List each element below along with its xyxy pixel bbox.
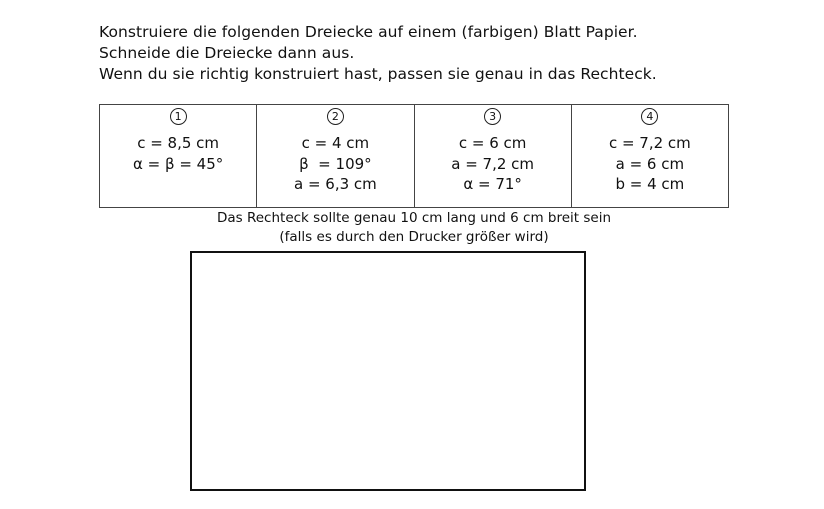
triangle-spec: c = 8,5 cm xyxy=(137,134,220,152)
triangle-cell-4 xyxy=(571,105,728,208)
triangle-cell-1 xyxy=(100,105,257,208)
triangle-spec: c = 4 cm xyxy=(301,134,370,152)
triangle-number-2: 2 xyxy=(327,108,344,125)
instructions xyxy=(99,22,799,85)
triangle-spec: α = 71° xyxy=(463,175,522,193)
triangle-spec: a = 6,3 cm xyxy=(293,175,377,193)
triangle-number-4: 4 xyxy=(641,108,658,125)
triangle-table xyxy=(99,104,729,208)
triangle-spec: a = 7,2 cm xyxy=(451,154,535,173)
triangle-number-3: 3 xyxy=(484,108,501,125)
triangle-spec: α = β = 45° xyxy=(132,154,224,173)
instruction-line: Konstruiere die folgenden Dreiecke auf einem (farbigen) Blatt Papier. xyxy=(99,23,638,41)
triangle-row xyxy=(100,105,729,208)
instruction-line: Wenn du sie richtig konstruiert hast, passen sie genau in das Rechteck. xyxy=(99,65,657,83)
triangle-cell-2 xyxy=(257,105,414,208)
rectangle-note-line-1: Das Rechteck sollte genau 10 cm lang und 6 cm breit sein xyxy=(216,210,612,226)
triangle-spec: c = 6 cm xyxy=(458,134,527,152)
rectangle-note-line-2: (falls es durch den Drucker größer wird) xyxy=(279,229,549,245)
triangle-spec: b = 4 cm xyxy=(615,175,685,193)
triangle-spec: β = 109° xyxy=(299,154,372,173)
triangle-number-1: 1 xyxy=(170,108,187,125)
triangle-spec: a = 6 cm xyxy=(615,154,685,173)
instruction-line: Schneide die Dreiecke dann aus. xyxy=(99,44,355,62)
target-rectangle xyxy=(190,251,586,491)
triangle-cell-3 xyxy=(414,105,571,208)
triangle-spec: c = 7,2 cm xyxy=(608,134,691,152)
